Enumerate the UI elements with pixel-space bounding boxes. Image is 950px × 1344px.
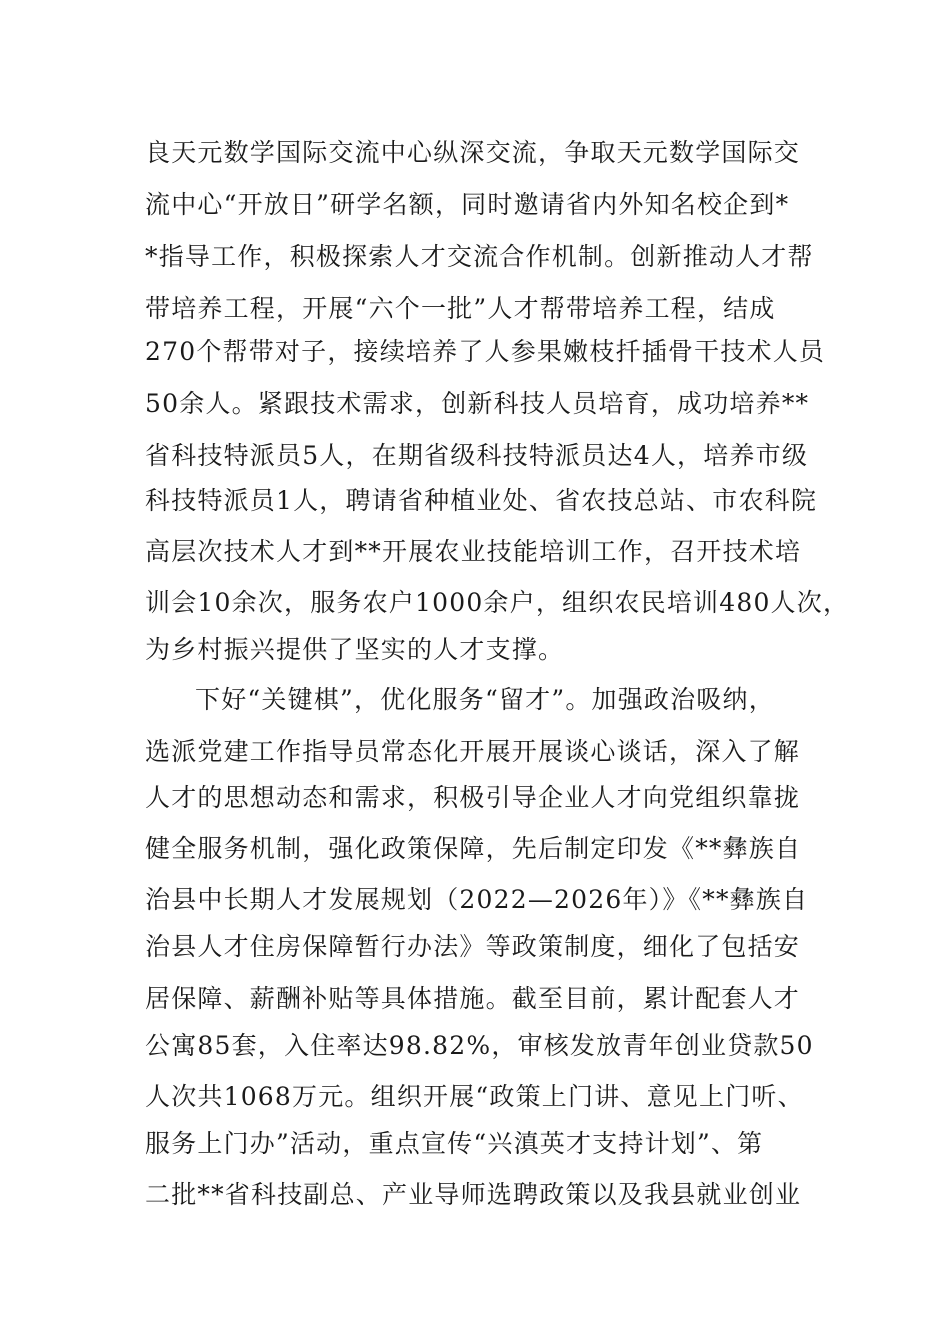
text-line: 人次共1068万元。组织开展“政策上门讲、意见上门听、 — [145, 1082, 804, 1111]
text-line: 流中心“开放日”研学名额，同时邀请省内外知名校企到* — [145, 190, 790, 219]
text-line: 高层次技术人才到**开展农业技能培训工作，召开技术培 — [145, 537, 802, 566]
text-line-indented: 下好“关键棋”，优化服务“留才”。加强政治吸纳， — [195, 685, 775, 714]
text-line: 训会10余次，服务农户1000余户，组织农民培训480人次， — [145, 588, 850, 617]
text-line: 治县中长期人才发展规划（2022—2026年）》《**彝族自 — [145, 885, 809, 914]
text-line: 270个帮带对子，接续培养了人参果嫩枝扦插骨干技术人员 — [145, 337, 826, 366]
text-line: 治县人才住房保障暂行办法》等政策制度，细化了包括安 — [145, 932, 801, 961]
text-line: 人才的思想动态和需求，积极引导企业人才向党组织靠拢 — [145, 783, 801, 812]
text-line: *指导工作，积极探索人才交流合作机制。创新推动人才帮 — [145, 242, 814, 271]
text-line: 服务上门办”活动，重点宣传“兴滇英才支持计划”、第 — [145, 1129, 764, 1158]
text-line: 良天元数学国际交流中心纵深交流，争取天元数学国际交 — [145, 138, 801, 167]
text-line: 为乡村振兴提供了坚实的人才支撑。 — [145, 635, 565, 664]
text-line: 公寓85套，入住率达98.82%，审核发放青年创业贷款50 — [145, 1031, 814, 1060]
text-line: 省科技特派员5人，在期省级科技特派员达4人，培养市级 — [145, 441, 809, 470]
text-line: 科技特派员1人，聘请省种植业处、省农技总站、市农科院 — [145, 486, 818, 515]
text-line: 带培养工程，开展“六个一批”人才帮带培养工程，结成 — [145, 294, 776, 323]
text-line: 50余人。紧跟技术需求，创新科技人员培育，成功培养** — [145, 389, 810, 418]
text-line: 选派党建工作指导员常态化开展开展谈心谈话，深入了解 — [145, 737, 801, 766]
text-line: 健全服务机制，强化政策保障，先后制定印发《**彝族自 — [145, 834, 802, 863]
text-line: 二批**省科技副总、产业导师选聘政策以及我县就业创业 — [145, 1180, 802, 1209]
text-line: 居保障、薪酬补贴等具体措施。截至目前，累计配套人才 — [145, 984, 801, 1013]
